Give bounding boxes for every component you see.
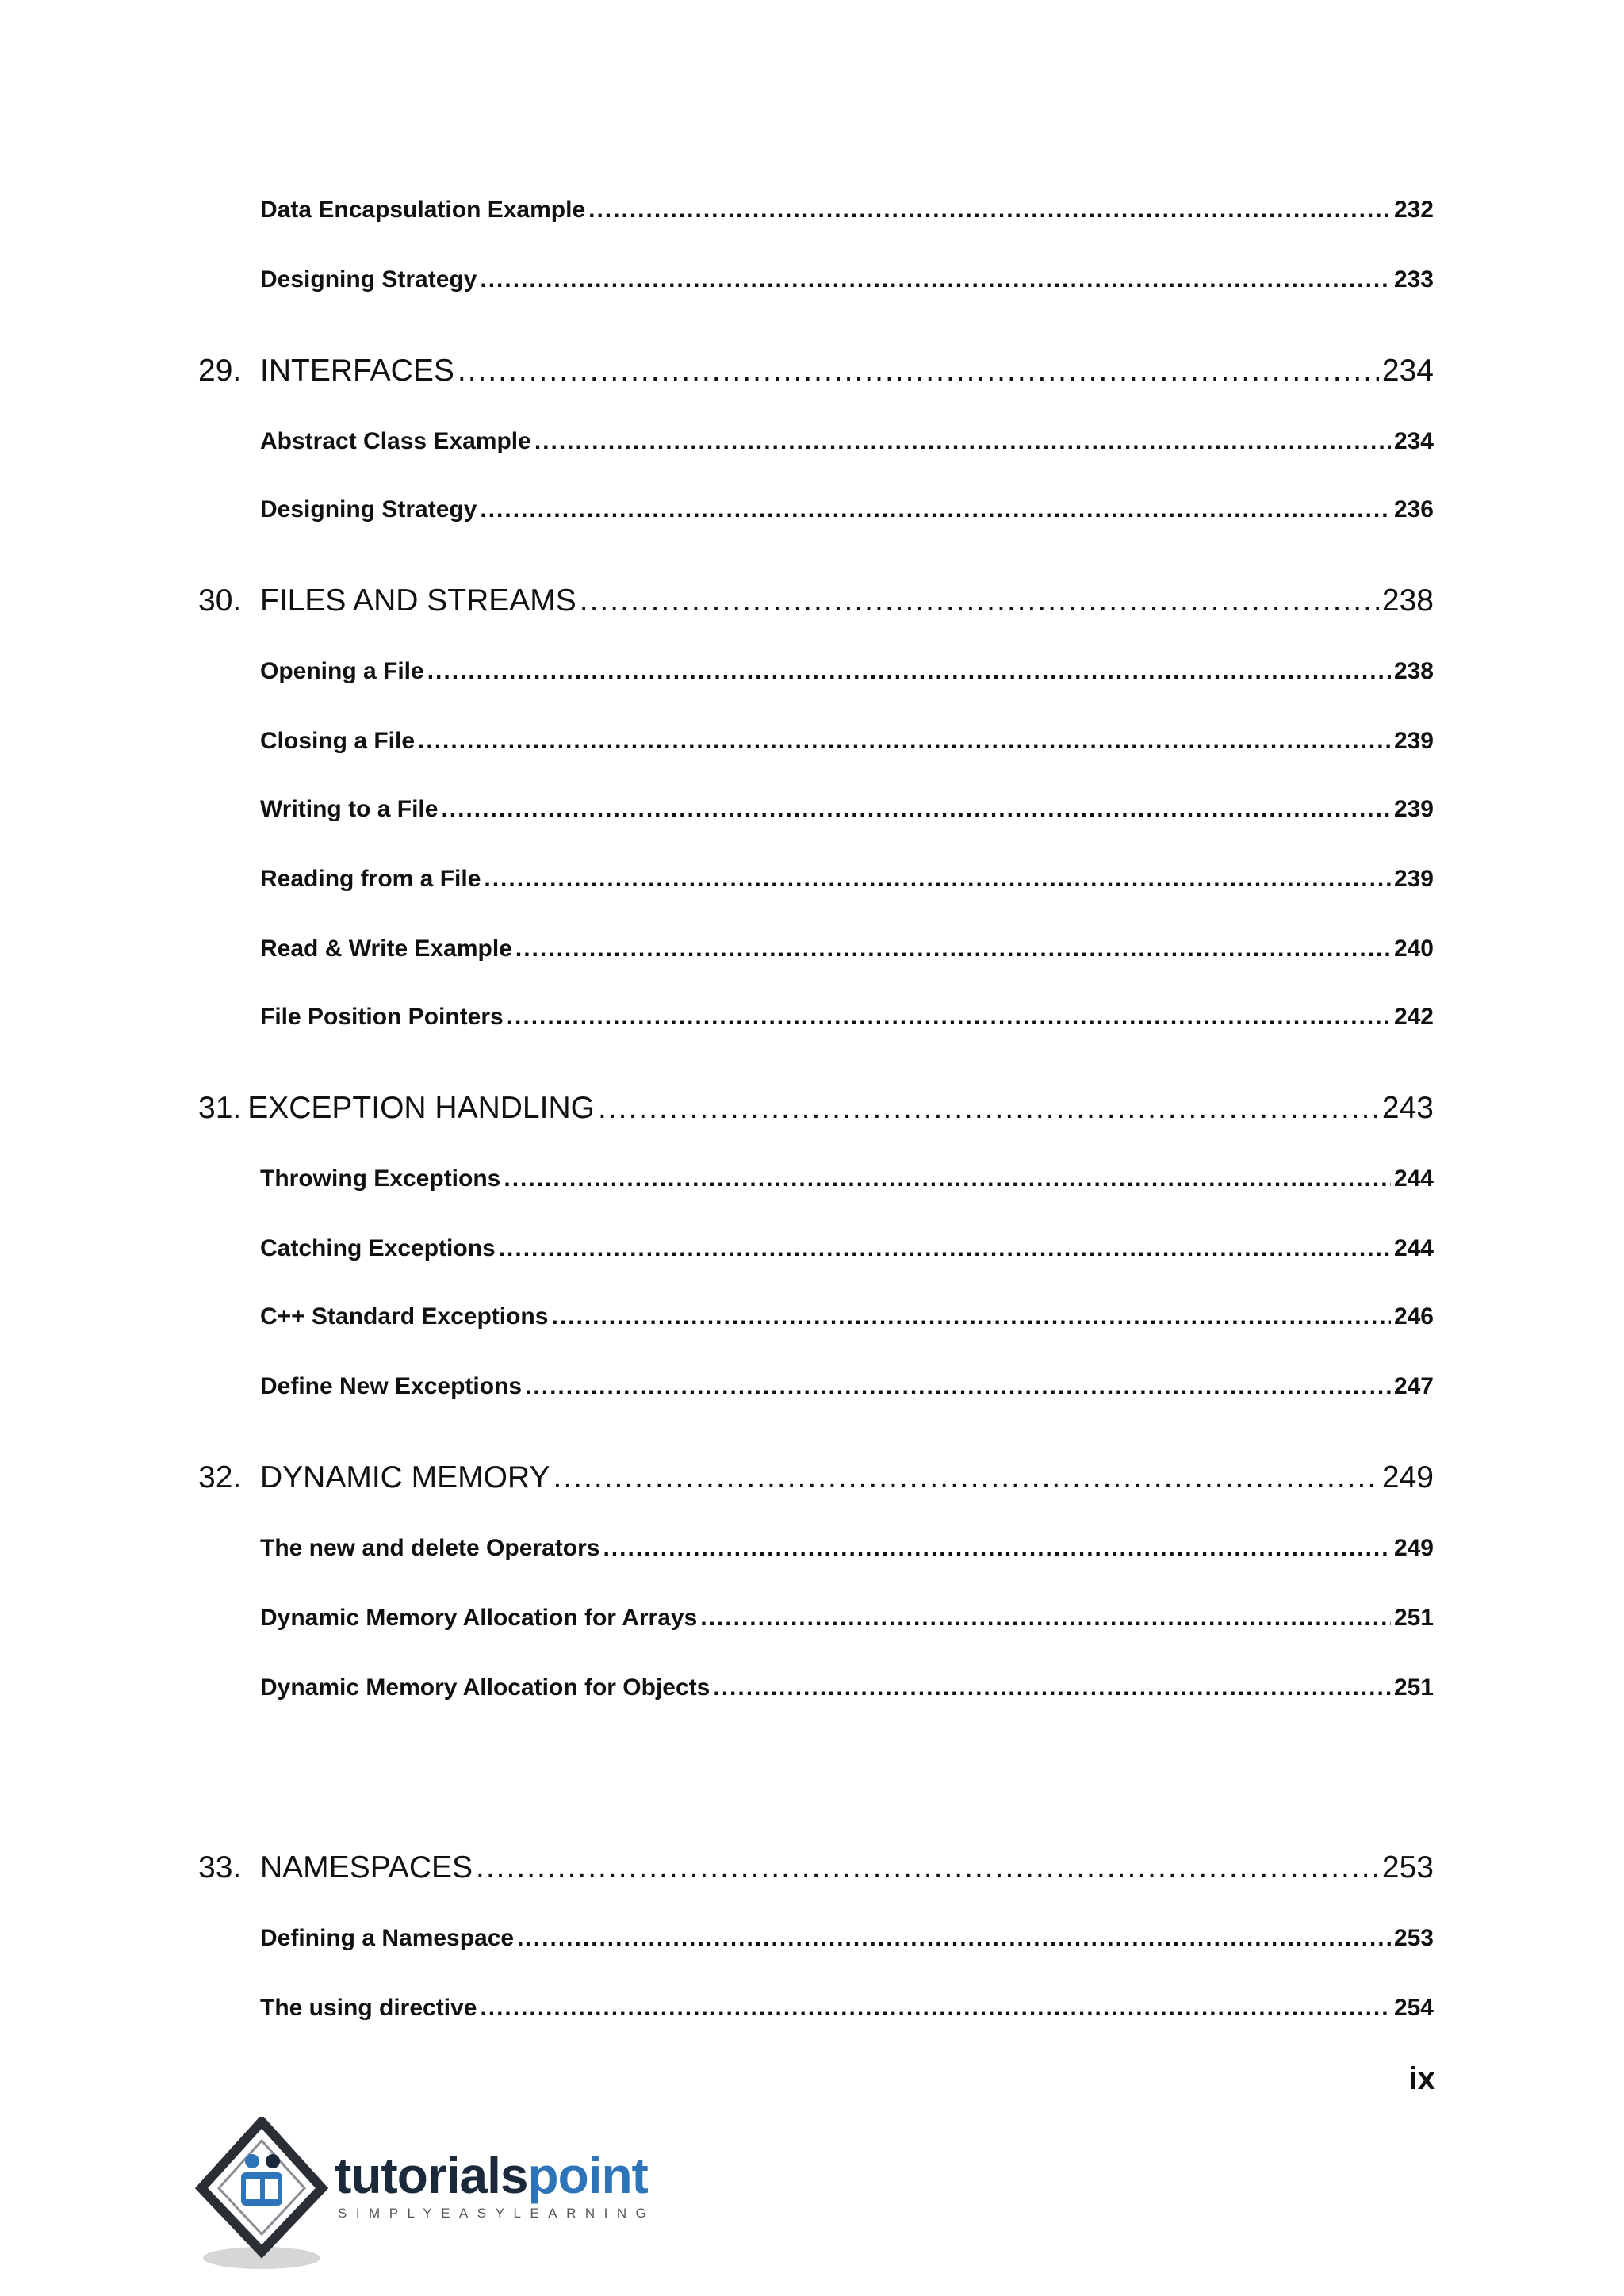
dot-leader [700, 1605, 1391, 1632]
toc-chapter-row[interactable] [198, 1850, 1434, 1893]
toc-entry-title: Designing Strategy [260, 496, 477, 522]
toc-entry-title: Throwing Exceptions [260, 1165, 501, 1192]
toc-entry-title: EXCEPTION HANDLING [247, 1091, 595, 1125]
toc-entry-page: 249 [1381, 1460, 1434, 1494]
toc-section-row[interactable] [260, 1303, 1434, 1338]
toc-section-row[interactable] [260, 728, 1434, 763]
dot-leader [551, 1303, 1390, 1330]
toc-section-row[interactable] [260, 1605, 1434, 1640]
toc-entry-title: NAMESPACES [260, 1850, 473, 1885]
toc-section-row[interactable] [260, 796, 1434, 831]
toc-section-row[interactable] [260, 1674, 1434, 1709]
logo-diamond-icon [195, 2117, 338, 2275]
toc-entry-title: DYNAMIC MEMORY [260, 1460, 550, 1494]
toc-entry-title: INTERFACES [260, 354, 454, 388]
dot-leader [480, 496, 1391, 523]
dot-leader [588, 197, 1391, 224]
toc-section-row[interactable] [260, 658, 1434, 693]
toc-entry-page: 234 [1381, 354, 1434, 388]
toc-section-row[interactable] [260, 1373, 1434, 1408]
page-number: ix [1408, 2061, 1435, 2096]
dot-leader [580, 584, 1379, 618]
toc-entry-title: Reading from a File [260, 866, 481, 892]
dot-leader [507, 1004, 1391, 1031]
dot-leader [517, 1925, 1391, 1952]
dot-leader [499, 1235, 1391, 1262]
toc-section-row[interactable] [260, 1995, 1434, 2030]
toc-entry-title: Data Encapsulation Example [260, 197, 586, 223]
toc-section-row[interactable] [260, 1535, 1434, 1570]
toc-entry-page: 238 [1381, 584, 1434, 618]
dot-leader [484, 866, 1391, 893]
tutorialspoint-logo [195, 2117, 687, 2275]
toc-entry-page: 236 [1393, 496, 1434, 522]
toc-entry-title: Catching Exceptions [260, 1235, 496, 1261]
toc-entry-title: Defining a Namespace [260, 1925, 515, 1951]
toc-entry-title: Abstract Class Example [260, 428, 531, 454]
dot-leader [713, 1674, 1391, 1701]
dot-leader [598, 1091, 1379, 1126]
toc-entry-page: 254 [1393, 1995, 1434, 2021]
toc-chapter-number: 32. [198, 1460, 242, 1494]
toc-section-row[interactable] [260, 1165, 1434, 1200]
toc-entry-page: 233 [1393, 266, 1434, 293]
toc-entry-page: 239 [1393, 728, 1434, 754]
toc-entry-page: 240 [1393, 936, 1434, 962]
toc-section-row[interactable] [260, 496, 1434, 531]
toc-entry-title: Read & Write Example [260, 936, 512, 962]
toc-section-row[interactable] [260, 936, 1434, 970]
toc-section-row[interactable] [260, 1235, 1434, 1270]
toc-section-row[interactable] [260, 428, 1434, 463]
toc-section-row[interactable] [260, 866, 1434, 901]
logo-wordmark: tutorialspoint [335, 2147, 648, 2204]
toc-entry-title: The using directive [260, 1995, 477, 2021]
dot-leader [480, 1995, 1391, 2022]
toc-section-row[interactable] [260, 197, 1434, 232]
toc-section-row[interactable] [260, 266, 1434, 301]
toc-entry-page: 242 [1393, 1004, 1434, 1030]
logo-tagline: SIMPLYEASYLEARNING [338, 2206, 656, 2221]
dot-leader [480, 266, 1391, 293]
toc-entry-page: 253 [1381, 1850, 1434, 1885]
toc-entry-title: The new and delete Operators [260, 1535, 600, 1561]
toc-entry-title: Designing Strategy [260, 266, 477, 293]
toc-entry-title: Opening a File [260, 658, 424, 684]
toc-entry-page: 247 [1393, 1373, 1434, 1399]
dot-leader [515, 936, 1391, 962]
toc-entry-title: Define New Exceptions [260, 1373, 523, 1399]
dot-leader [603, 1535, 1391, 1562]
toc-entry-page: 234 [1393, 428, 1434, 454]
dot-leader [504, 1165, 1391, 1192]
toc-entry-page: 251 [1393, 1605, 1434, 1631]
toc-entry-page: 238 [1393, 658, 1434, 684]
toc-chapter-number: 31. [198, 1091, 242, 1125]
toc-entry-page: 239 [1393, 796, 1434, 822]
dot-leader [458, 354, 1379, 388]
toc-chapter-row[interactable] [198, 1091, 1434, 1134]
toc-section-row[interactable] [260, 1925, 1434, 1960]
toc-entry-page: 232 [1393, 197, 1434, 223]
toc-chapter-number: 30. [198, 584, 242, 618]
dot-leader [418, 728, 1391, 755]
toc-entry-page: 244 [1393, 1235, 1434, 1261]
toc-entry-page: 244 [1393, 1165, 1434, 1192]
toc-entry-title: File Position Pointers [260, 1004, 504, 1030]
toc-entry-title: Writing to a File [260, 796, 439, 822]
toc-entry-title: C++ Standard Exceptions [260, 1303, 549, 1330]
toc-entry-title: Dynamic Memory Allocation for Objects [260, 1674, 710, 1701]
toc-entry-page: 251 [1393, 1674, 1434, 1701]
toc-entry-page: 246 [1393, 1303, 1434, 1330]
toc-entry-title: Closing a File [260, 728, 416, 754]
toc-entry-page: 239 [1393, 866, 1434, 892]
dot-leader [476, 1850, 1379, 1885]
toc-entry-page: 243 [1381, 1091, 1434, 1125]
dot-leader [534, 428, 1391, 455]
dot-leader [553, 1460, 1378, 1495]
toc-chapter-row[interactable] [198, 584, 1434, 626]
dot-leader [427, 658, 1391, 685]
toc-section-row[interactable] [260, 1004, 1434, 1039]
toc-entry-page: 253 [1393, 1925, 1434, 1951]
toc-chapter-row[interactable] [198, 1460, 1434, 1503]
dot-leader [441, 796, 1390, 823]
toc-chapter-number: 29. [198, 354, 242, 388]
dot-leader [525, 1373, 1391, 1400]
toc-chapter-row[interactable] [198, 354, 1434, 396]
toc-entry-title: FILES AND STREAMS [260, 584, 576, 618]
toc-entry-page: 249 [1393, 1535, 1434, 1561]
toc-entry-title: Dynamic Memory Allocation for Arrays [260, 1605, 698, 1631]
toc-chapter-number: 33. [198, 1850, 242, 1885]
